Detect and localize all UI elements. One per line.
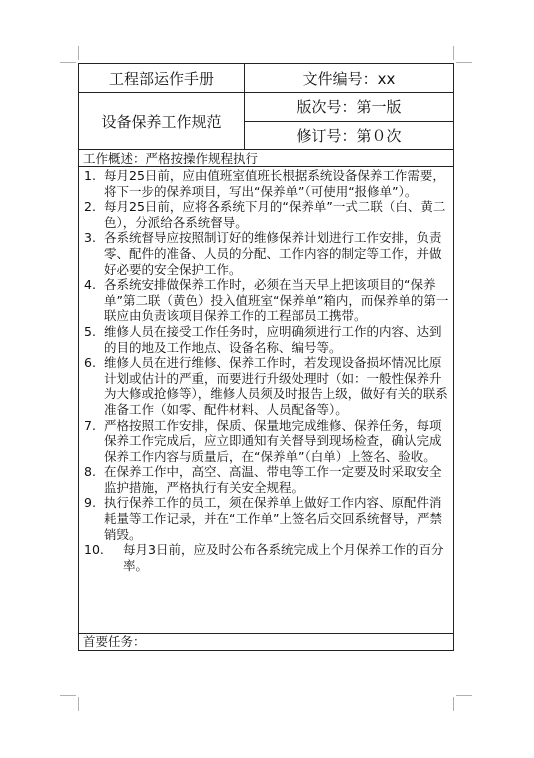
version-column — [245, 93, 453, 149]
document-table — [78, 63, 454, 651]
work-overview: 工作概述：严格按操作规程执行 — [79, 150, 453, 167]
item-text: 维修人员在接受工作任务时，应明确须进行工作的内容、达到的目的地及工作地点、设备名称、编号等。 — [104, 323, 442, 355]
procedure-list — [79, 167, 453, 634]
item-text: 每月3日前，应及时公布各系统完成上个月保养工作的百分率。 — [123, 542, 444, 573]
crop-mark-top-left-v — [78, 46, 79, 60]
list-item — [83, 230, 449, 277]
item-text: 各系统安排做保养工作时，必须在当天早上把该项目的“保养单”第二联（黄色）投入值班室“保养单”箱内，而保养单的第一联应由负责该项目保养工作的工程部员工携带。 — [104, 277, 449, 324]
crop-mark-top-right-h — [456, 62, 472, 63]
crop-mark-bottom-right-h — [456, 695, 472, 696]
item-number: 2. — [84, 199, 96, 215]
list-item — [83, 168, 449, 199]
list-item — [83, 418, 449, 465]
item-number: 5. — [84, 323, 96, 339]
item-number: 3. — [84, 230, 96, 246]
crop-mark-bottom-left-v — [78, 697, 79, 711]
item-text: 各系统督导应按照制订好的维修保养计划进行工作安排，负责零、配件的准备、人员的分配、工作内容的制定等工作，并做好必要的安全保护工作。 — [104, 230, 442, 277]
item-number: 1. — [84, 168, 96, 183]
item-text: 严格按照工作安排，保质、保量地完成维修、保养任务，每项保养工作完成后，应立即通知有关督导到现场检查，确认完成保养工作内容与质量后，在“保养单”（白单）上签名、验收。 — [104, 417, 442, 464]
item-text: 执行保养工作的员工，须在保养单上做好工作内容、原配件消耗量等工作记录，并在“工作单”上签名后交回系统督导，严禁销毁。 — [104, 495, 442, 542]
crop-mark-bottom-right-v — [453, 697, 454, 711]
header-row-2 — [79, 93, 453, 150]
revision-number: 修订号：第０次 — [245, 121, 453, 150]
list-item — [83, 495, 449, 542]
version-number: 版次号：第一版 — [296, 98, 402, 117]
item-number: 4. — [84, 277, 96, 293]
item-number: 6. — [84, 355, 96, 371]
doc-number: 文件编号：xx — [302, 69, 396, 88]
item-text: 每月25日前，应将各系统下月的“保养单”一式二联（白、黄二色），分派给各系统督导。 — [104, 199, 446, 230]
list-item — [83, 199, 449, 230]
item-number: 9. — [84, 495, 96, 511]
item-text: 每月25日前，应由值班室值班长根据系统设备保养工作需要，将下一步的保养项目，写出“保养单”（可使用“报修单”）。 — [104, 168, 445, 199]
list-item — [83, 277, 449, 324]
item-text: 在保养工作中，高空、高温、带电等工作一定要及时采取安全监护措施，严格执行有关安全规程。 — [104, 464, 442, 495]
crop-mark-top-right-v — [453, 46, 454, 60]
primary-task: 首要任务： — [83, 634, 146, 649]
list-item — [83, 324, 449, 355]
list-item — [83, 464, 449, 495]
list-item — [83, 355, 449, 417]
item-number: 10. — [84, 542, 104, 558]
header-row-1 — [79, 64, 453, 93]
list-item — [83, 542, 449, 573]
item-text: 维修人员在进行维修、保养工作时，若发现设备损坏情况比原计划或估计的严重，而要进行升级处理时（如：一般性保养升为大修或抢修等），维修人员须及时报告上级，做好有关的联系准备工作（如零、配件材料、人员配备等）。 — [104, 355, 448, 417]
spec-title: 设备保养工作规范 — [79, 93, 245, 149]
crop-mark-top-left-h — [60, 62, 76, 63]
item-number: 8. — [84, 464, 96, 480]
crop-mark-bottom-left-h — [60, 695, 76, 696]
manual-title: 工程部运作手册 — [79, 64, 245, 92]
item-number: 7. — [84, 417, 96, 433]
